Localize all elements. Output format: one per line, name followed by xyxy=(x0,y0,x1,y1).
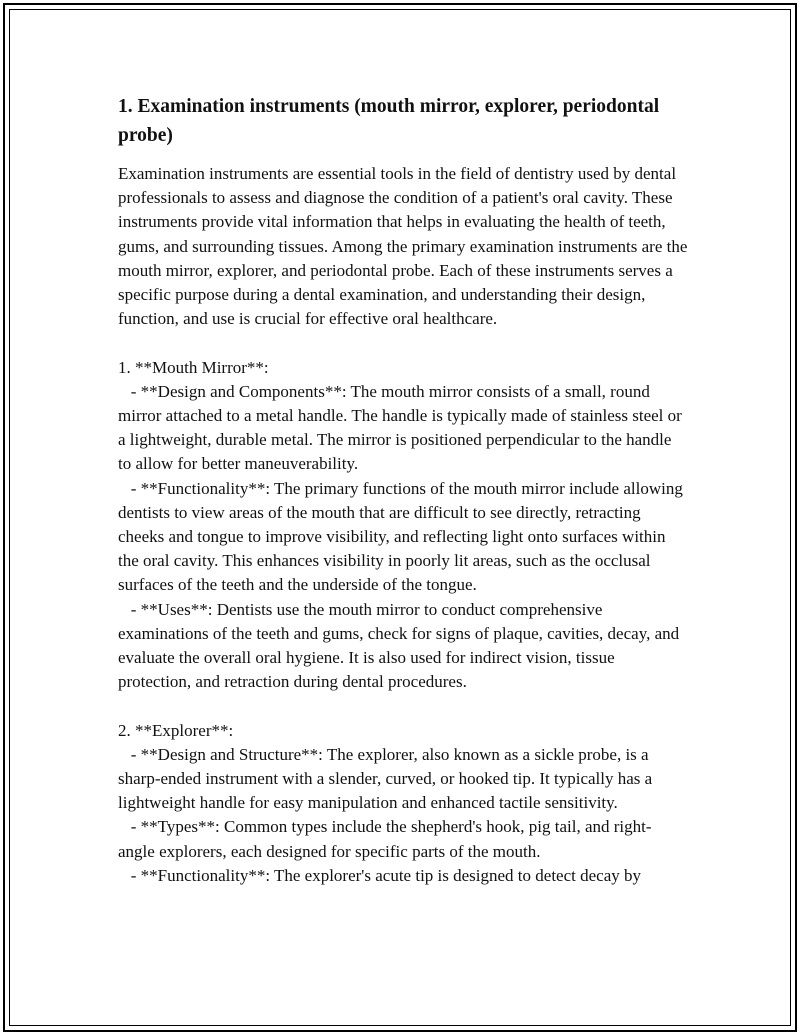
mouth-mirror-uses: - **Uses**: Dentists use the mouth mirror to conduct comprehensive examinations of the teeth and gums, check for signs of plaque, cavities, decay, and evaluate the overall oral hygiene. It is also used for indirect vision, tissue protection, and retraction during dental procedures. xyxy=(118,599,684,692)
intro-paragraph: Examination instruments are essential tools in the field of dentistry used by dental professionals to assess and diagnose the condition of a patient's oral cavity. These instruments provide vital information that helps in evaluating the health of teeth, gums, and surrounding tissues. Among the primary examination instruments are the mouth mirror, explorer, and periodontal probe. Each of these instruments serves a specific purpose during a dental examination, and understanding their design, function, and use is crucial for effective oral healthcare. xyxy=(118,164,692,329)
explorer-heading: 2. **Explorer**: xyxy=(118,720,234,740)
mouth-mirror-functionality: - **Functionality**: The primary functions of the mouth mirror include allowing dentists to view areas of the mouth that are difficult to see directly, retracting cheeks and tongue to improve visibility, and reflecting light onto surfaces within the oral cavity. This enhances visibility in poorly lit areas, such as the occlusal surfaces of the teeth and the underside of the tongue. xyxy=(118,478,688,595)
explorer-functionality: - **Functionality**: The explorer's acute tip is designed to detect decay by xyxy=(118,865,641,885)
page-title: 1. Examination instruments (mouth mirror, explorer, periodontal probe) xyxy=(118,96,660,146)
document-body xyxy=(118,92,692,888)
mouth-mirror-heading: 1. **Mouth Mirror**: xyxy=(118,357,269,377)
mouth-mirror-design: - **Design and Components**: The mouth mirror consists of a small, round mirror attached to a metal handle. The handle is typically made of stainless steel or a lightweight, durable metal. The mirror is positioned perpendicular to the handle to allow for better maneuverability. xyxy=(118,381,687,474)
paragraph-spacer xyxy=(118,331,688,355)
explorer-design: - **Design and Structure**: The explorer, also known as a sickle probe, is a sharp-ended instrument with a slender, curved, or hooked tip. It typically has a lightweight handle for easy manipulation and enhanced tactile sensitivity. xyxy=(118,744,657,813)
explorer-types: - **Types**: Common types include the shepherd's hook, pig tail, and right-angle explorers, each designed for specific parts of the mouth. xyxy=(118,817,652,861)
paragraph-spacer xyxy=(118,694,688,718)
